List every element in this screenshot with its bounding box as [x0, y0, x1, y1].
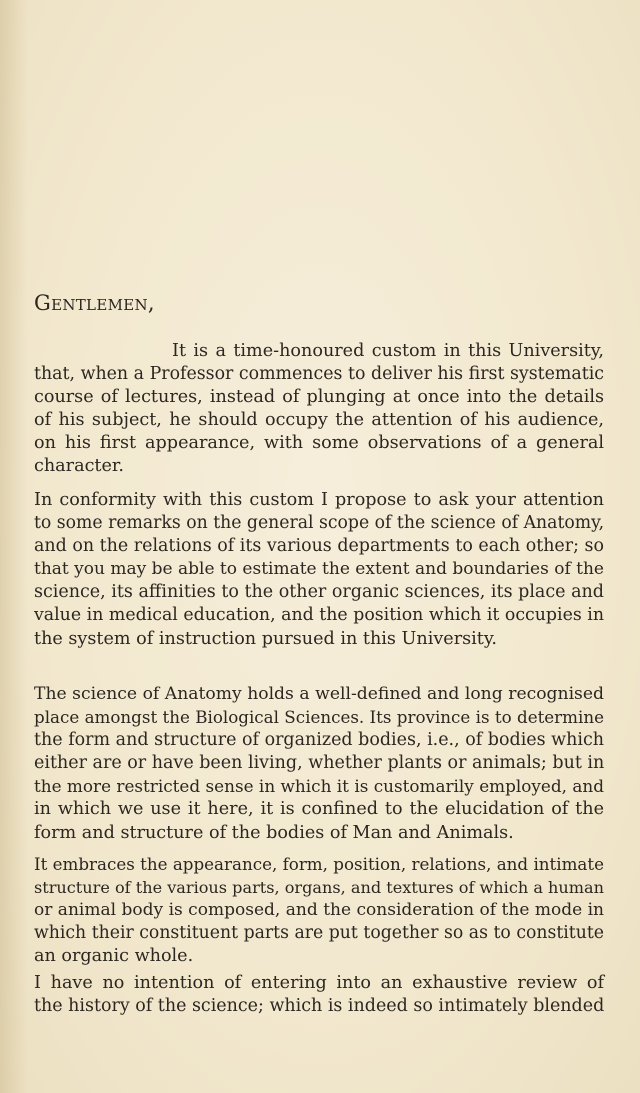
text-line: in which we use it here, it is confined to the elucidation of the: [34, 799, 604, 820]
text-line: and on the relations of its various departments to each other; so: [34, 536, 604, 557]
paragraph-3: [34, 683, 604, 845]
text-line: science, its affinities to the other organic sciences, its place and: [34, 582, 604, 603]
paragraph-1: [34, 340, 604, 479]
text-line: I have no intention of entering into an exhaustive review of: [34, 973, 604, 993]
text-line: which their constituent parts are put together so as to constitute: [34, 923, 604, 944]
text-line: place amongst the Biological Sciences. Its province is to determine: [34, 707, 604, 728]
text-line: structure of the various parts, organs, and textures of which a human: [34, 878, 604, 898]
text-line: an organic whole.: [34, 946, 194, 967]
text-line: to some remarks on the general scope of the science of Anatomy,: [34, 513, 605, 534]
text-line: It embraces the appearance, form, position, relations, and intimate: [34, 854, 604, 874]
text-line: the history of the science; which is indeed so intimately blended: [34, 996, 605, 1017]
text-line: of his subject, he should occupy the attention of his audience,: [34, 410, 604, 431]
text-line: that you may be able to estimate the extent and boundaries of the: [34, 559, 604, 580]
text-line: that, when a Professor commences to deliver his first systematic: [34, 364, 604, 385]
text-line: course of lectures, instead of plunging at once into the details: [34, 387, 604, 408]
text-line: The science of Anatomy holds a well-defined and long recognised: [34, 684, 604, 704]
text-line: the form and structure of organized bodies, i.e., of bodies which: [34, 730, 604, 751]
text-line: the more restricted sense in which it is customarily employed, and: [34, 776, 604, 797]
salutation: Gentlemen,: [34, 291, 155, 315]
text-line: either are or have been living, whether plants or animals; but in: [34, 753, 605, 774]
text-line: character.: [34, 456, 124, 477]
text-line: In conformity with this custom I propose to ask your attention: [34, 490, 604, 510]
paragraph-2: [34, 489, 604, 651]
paragraph-5: [34, 972, 604, 1018]
text-line: form and structure of the bodies of Man and Animals.: [34, 822, 514, 843]
text-line: or animal body is composed, and the consideration of the mode in: [34, 900, 604, 921]
paragraph-4: [34, 853, 604, 968]
text-line: on his first appearance, with some observations of a general: [34, 433, 604, 454]
text-line: the system of instruction pursued in this University.: [34, 628, 498, 649]
text-line: value in medical education, and the position which it occupies in: [34, 605, 604, 626]
text-line: It is a time-honoured custom in this University,: [172, 341, 604, 361]
